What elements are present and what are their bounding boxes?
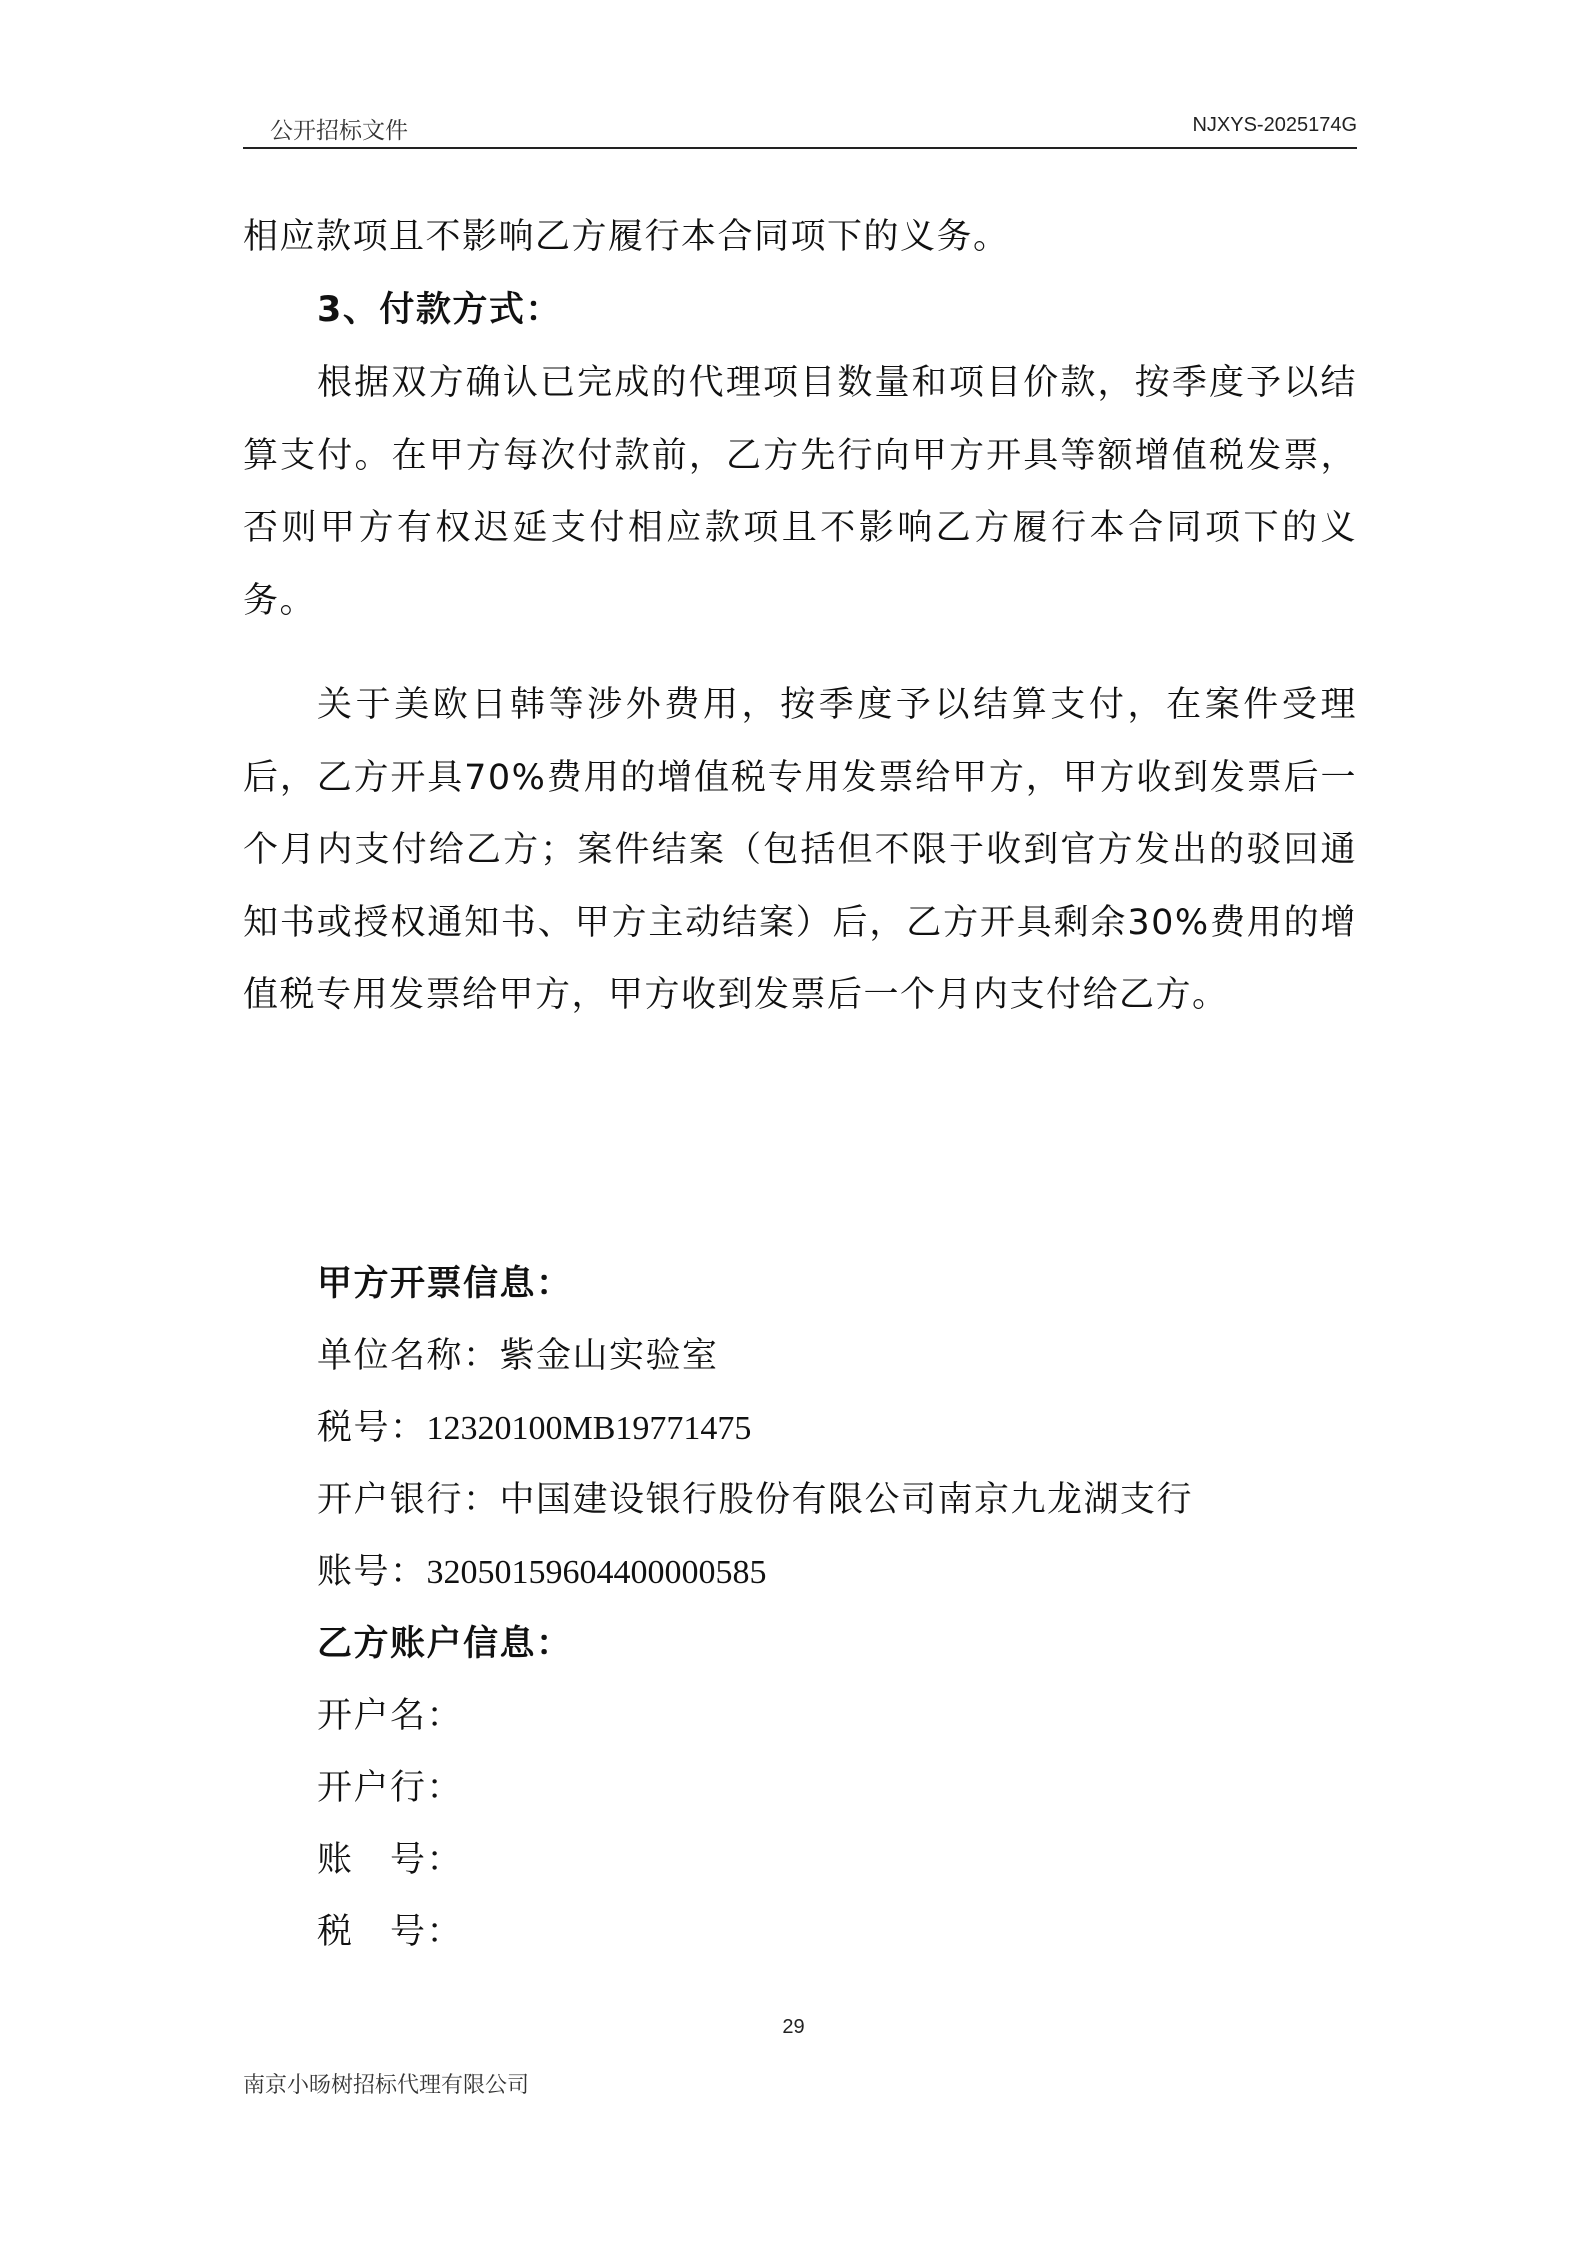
tax-label: 税号：	[317, 1408, 427, 1448]
payment-paragraph-2: 关于美欧日韩等涉外费用，按季度予以结算支付，在案件受理后，乙方开具70%费用的增值税专用发票给甲方，甲方收到发票后一个月内支付给乙方；案件结案（包括但不限于收到官方发出的驳回通知书或授权通知书、甲方主动结案）后，乙方开具剩余30%费用的增值税专用发票给甲方，甲方收到发票后一个月内支付给乙方。	[243, 685, 1357, 1015]
footer-company: 南京小旸树招标代理有限公司	[243, 2073, 530, 2098]
party-a-bank	[317, 1472, 1193, 1522]
account-value: 32050159604400000585	[426, 1554, 767, 1591]
tax-value: 12320100MB19771475	[426, 1410, 752, 1447]
page-header-title: 公开招标文件	[270, 118, 408, 144]
account-label: 账号：	[317, 1552, 427, 1592]
continued-paragraph: 相应款项且不影响乙方履行本合同项下的义务。	[243, 217, 1010, 257]
party-a-account	[317, 1544, 767, 1594]
party-a-heading: 甲方开票信息：	[317, 1264, 573, 1304]
account-label-rest: 号：	[390, 1840, 464, 1880]
tax-label-rest: 号：	[390, 1912, 464, 1952]
party-b-account-number	[317, 1832, 463, 1882]
party-a-company	[317, 1328, 719, 1378]
bank-value: 中国建设银行股份有限公司南京九龙湖支行	[499, 1480, 1194, 1520]
page-number: 29	[782, 2016, 805, 2038]
company-value: 紫金山实验室	[499, 1336, 719, 1376]
payment-paragraph-1: 根据双方确认已完成的代理项目数量和项目价款，按季度予以结算支付。在甲方每次付款前，乙方先行向甲方开具等额增值税发票，否则甲方有权迟延支付相应款项且不影响乙方履行本合同项下的义务。	[243, 363, 1357, 621]
header-divider	[243, 147, 1357, 149]
payment-heading: 3、付款方式：	[317, 290, 562, 330]
company-label: 单位名称：	[317, 1336, 500, 1376]
document-number: NJXYS-2025174G	[1192, 114, 1357, 136]
party-b-bank: 开户行：	[317, 1768, 464, 1808]
account-label-char: 账	[317, 1840, 391, 1880]
party-b-heading: 乙方账户信息：	[317, 1624, 573, 1664]
party-b-account-name: 开户名：	[317, 1696, 464, 1736]
bank-label: 开户银行：	[317, 1480, 500, 1520]
tax-label-char: 税	[317, 1912, 391, 1952]
party-a-tax-number	[317, 1400, 751, 1450]
party-b-tax-number	[317, 1904, 463, 1954]
